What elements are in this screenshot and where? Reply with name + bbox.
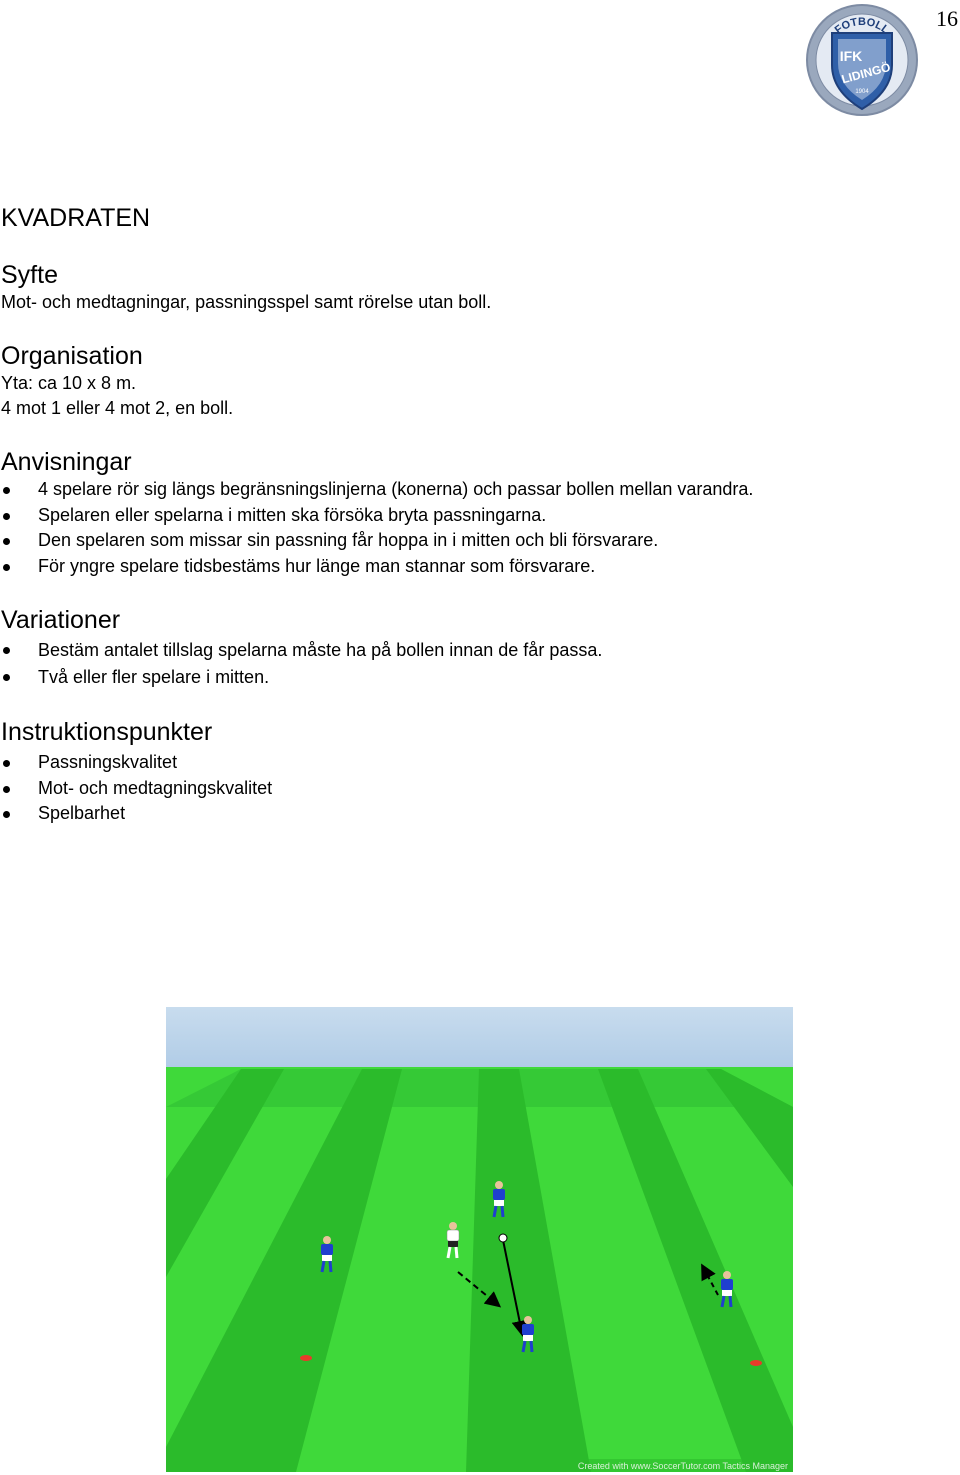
svg-text:LIDINGÖ: LIDINGÖ <box>840 59 892 87</box>
list-item: 4 spelare rör sig längs begränsningslinjerna (konerna) och passar bollen mellan varandra. <box>1 477 941 503</box>
purpose-heading: Syfte <box>1 261 58 289</box>
list-item: Två eller fler spelare i mitten. <box>1 664 941 691</box>
list-item: Spelaren eller spelarna i mitten ska försöka bryta passningarna. <box>1 503 941 529</box>
variations-section <box>1 605 941 691</box>
diagram-credit: Created with www.SoccerTutor.com Tactics Manager <box>577 1461 788 1471</box>
coaching-points-list <box>1 750 941 827</box>
organisation-section <box>1 341 941 421</box>
list-item: Mot- och medtagningskvalitet <box>1 776 941 802</box>
list-item: Passningskvalitet <box>1 750 941 776</box>
page-title: KVADRATEN <box>1 204 151 232</box>
instructions-list <box>1 477 941 579</box>
list-item: För yngre spelare tidsbestäms hur länge man stannar som försvarare. <box>1 554 941 580</box>
list-item: Bestäm antalet tillslag spelarna måste ha på bollen innan de får passa. <box>1 637 941 664</box>
purpose-text: Mot- och medtagningar, passningsspel samt rörelse utan boll. <box>1 292 492 312</box>
page-number: 16 <box>936 6 958 31</box>
variations-list <box>1 637 941 691</box>
instructions-heading: Anvisningar <box>1 448 132 476</box>
organisation-heading: Organisation <box>1 342 143 370</box>
cone-icon <box>750 1360 762 1366</box>
cone-icon <box>300 1355 312 1361</box>
organisation-line: 4 mot 1 eller 4 mot 2, en boll. <box>1 398 234 418</box>
drill-diagram <box>166 1007 793 1472</box>
coaching-points-heading: Instruktionspunkter <box>1 718 213 746</box>
instructions-section <box>1 447 941 579</box>
organisation-line: Yta: ca 10 x 8 m. <box>1 373 137 393</box>
purpose-section <box>1 260 941 315</box>
svg-text:1904: 1904 <box>855 89 869 95</box>
list-item: Spelbarhet <box>1 801 941 827</box>
club-logo <box>805 3 919 117</box>
svg-text:FOTBOLL: FOTBOLL <box>832 16 892 37</box>
coaching-points-section <box>1 717 941 827</box>
list-item: Den spelaren som missar sin passning får hoppa in i mitten och bli försvarare. <box>1 528 941 554</box>
variations-heading: Variationer <box>1 606 121 634</box>
ball-icon <box>499 1234 507 1242</box>
svg-text:IFK: IFK <box>839 48 863 64</box>
